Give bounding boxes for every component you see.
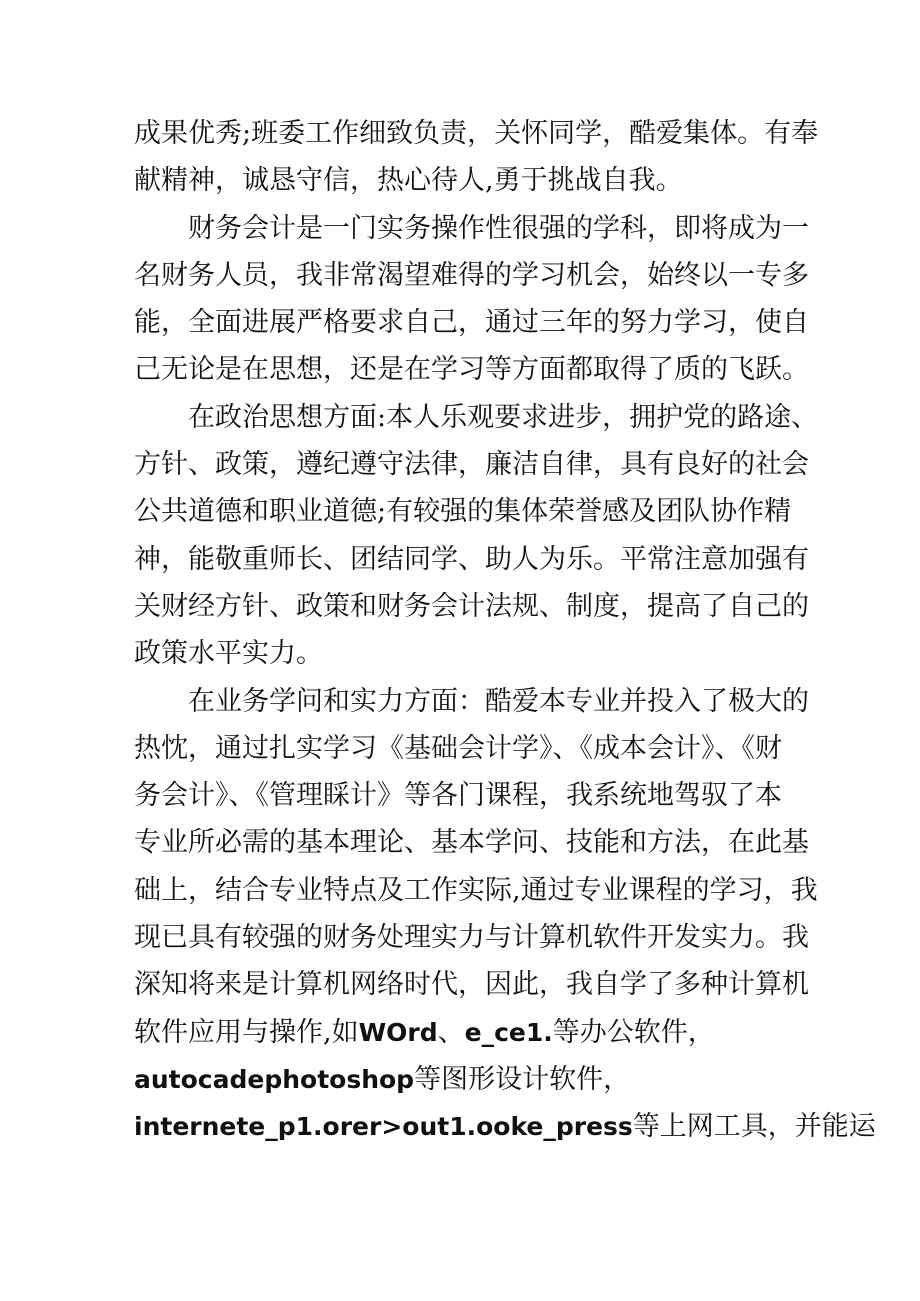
text-segment: 等图形设计软件， (414, 1063, 631, 1095)
text-line: 公共道德和职业道德;有较强的集体荣誉感及团队协作精 (134, 496, 792, 528)
text-line: 在政治思想方面:本人乐观要求进步，拥护党的路途、 (188, 401, 819, 433)
text-line-mixed (134, 1103, 876, 1150)
text-line: 现已具有较强的财务处理实力与计算机软件开发实力。我 (134, 922, 809, 954)
software-name: WOrd (358, 1017, 438, 1047)
text-line: 名财务人员，我非常渴望难得的学习机会，始终以一专多 (134, 259, 809, 291)
text-segment: 等上网工具，并能运 (632, 1111, 876, 1143)
paragraph-2 (134, 205, 809, 394)
paragraph-4 (134, 678, 876, 1151)
document-body (134, 110, 876, 1151)
text-line: 热忱，通过扎实学习《基础会计学》、《成本会计》、《财 (134, 732, 782, 764)
text-line: 神，能敬重师长、团结同学、助人为乐。平常注意加强有 (134, 543, 809, 575)
paragraph-1 (134, 110, 819, 205)
text-line: 能，全面进展严格要求自己，通过三年的努力学习，使自 (134, 307, 809, 339)
paragraph-3 (134, 394, 819, 678)
text-line: 关财经方针、政策和财务会计法规、制度，提高了自己的 (134, 590, 809, 622)
text-line: 专业所必需的基本理论、基本学问、技能和方法，在此基 (134, 827, 809, 859)
text-line: 在业务学问和实力方面：酷爱本专业并投入了极大的 (188, 685, 809, 717)
text-line: 务会计》、《管理睬计》等各门课程，我系统地驾驭了本 (134, 780, 782, 812)
text-line: 政策水平实力。 (134, 638, 323, 670)
software-name: autocadephotoshop (134, 1064, 415, 1094)
software-name: internete_p1.orer>out1.ooke_press (134, 1112, 633, 1142)
text-line-mixed (134, 1056, 794, 1103)
text-segment: 、 (437, 1016, 465, 1048)
text-line: 础上，结合专业特点及工作实际,通过专业课程的学习，我 (134, 874, 818, 906)
text-line: 成果优秀;班委工作细致负责，关怀同学，酷爱集体。有奉 (134, 118, 819, 149)
text-line: 己无论是在思想，还是在学习等方面都取得了质的飞跃。 (134, 354, 809, 386)
text-segment: 等办公软件， (552, 1016, 715, 1048)
text-line-mixed (134, 1009, 794, 1056)
text-segment: 软件应用与操作,如 (134, 1016, 359, 1048)
software-name: e_ce1. (464, 1017, 553, 1047)
text-line: 方针、政策，遵纪遵守法律，廉洁自律，具有良好的社会 (134, 449, 809, 481)
text-line: 财务会计是一门实务操作性很强的学科，即将成为一 (188, 212, 809, 244)
text-line: 献精神，诚恳守信，热心待人,勇于挑战自我。 (134, 165, 683, 197)
text-line: 深知将来是计算机网络时代，因此，我自学了多种计算机 (134, 969, 809, 1001)
